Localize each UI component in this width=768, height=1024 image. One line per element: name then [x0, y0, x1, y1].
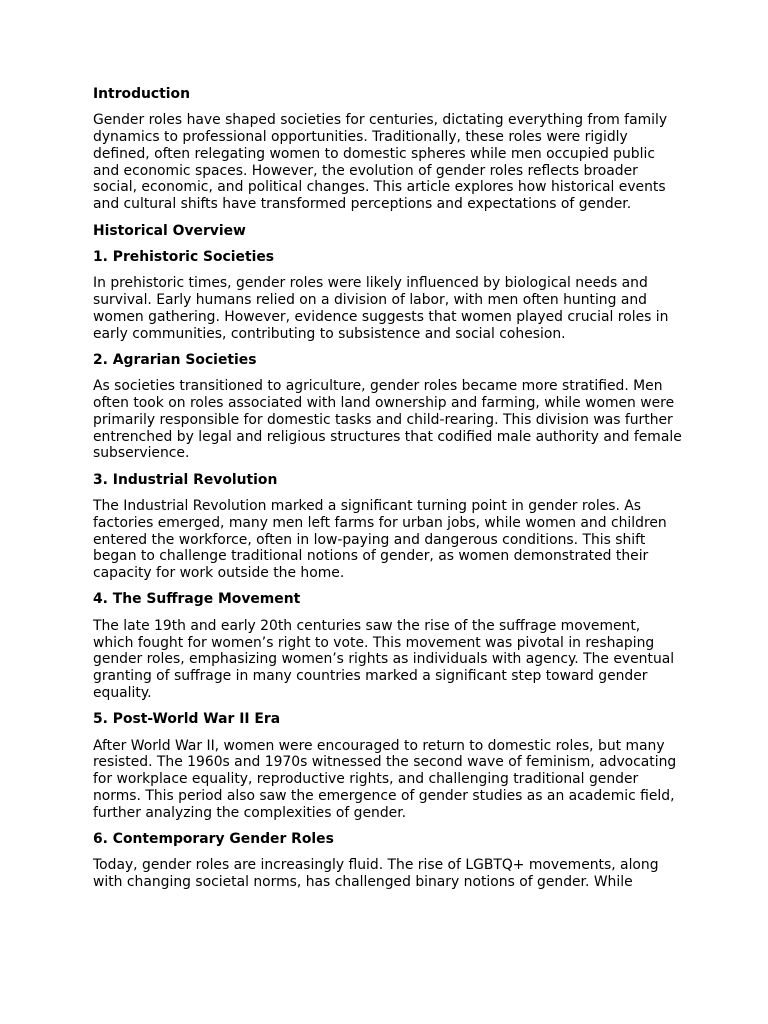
paragraph-introduction: Gender roles have shaped societies for centuries, dictating everything from family dynamics to professional opportunities. Traditionally, these roles were rigidly defined, often relegating women to domestic spheres while men occupied public and economic spaces. However, the evolution of gender roles reflects broader social, economic, and political changes. This article explores how historical events and cultural shifts have transformed perceptions and expectations of gender.	[93, 112, 668, 213]
heading-historical-overview: Historical Overview	[93, 222, 246, 239]
document-page	[93, 86, 683, 900]
heading-post-world-war-ii-era: 5. Post-World War II Era	[93, 711, 281, 728]
heading-suffrage-movement: 4. The Suffrage Movement	[93, 591, 301, 608]
heading-prehistoric-societies: 1. Prehistoric Societies	[93, 248, 275, 265]
paragraph-agrarian-societies: As societies transitioned to agriculture, gender roles became more stratified. Men often took on roles associated with land ownership and farming, while women were primarily responsible for domestic tasks and child-rearing. This division was further entrenched by legal and religious structures that codified male authority and female subservience.	[93, 378, 682, 462]
heading-introduction: Introduction	[93, 86, 190, 102]
heading-agrarian-societies: 2. Agrarian Societies	[93, 351, 257, 368]
heading-industrial-revolution: 3. Industrial Revolution	[93, 471, 278, 488]
paragraph-prehistoric-societies: In prehistoric times, gender roles were likely influenced by biological needs and survival. Early humans relied on a division of labor, with men often hunting and women gathering. However, evidence suggests that women played crucial roles in early communities, contributing to subsistence and social cohesion.	[93, 275, 669, 342]
paragraph-contemporary-gender-roles: Today, gender roles are increasingly fluid. The rise of LGBTQ+ movements, along with changing societal norms, has challenged binary notions of gender. While	[93, 857, 659, 891]
paragraph-industrial-revolution: The Industrial Revolution marked a significant turning point in gender roles. As factories emerged, many men left farms for urban jobs, while women and children entered the workforce, often in low-paying and dangerous conditions. This shift began to challenge traditional notions of gender, as women demonstrated their capacity for work outside the home.	[93, 497, 667, 582]
heading-contemporary-gender-roles: 6. Contemporary Gender Roles	[93, 830, 334, 847]
paragraph-post-world-war-ii-era: After World War II, women were encouraged to return to domestic roles, but many resisted. The 1960s and 1970s witnessed the second wave of feminism, advocating for workplace equality, reproductive rights, and challenging traditional gender norms. This period also saw the emergence of gender studies as an academic field, further analyzing the complexities of gender.	[93, 737, 677, 821]
paragraph-suffrage-movement: The late 19th and early 20th centuries saw the rise of the suffrage movement, which fought for women’s right to vote. This movement was pivotal in reshaping gender roles, emphasizing women’s rights as individuals with agency. The eventual granting of suffrage in many countries marked a significant step toward gender equality.	[93, 617, 675, 701]
